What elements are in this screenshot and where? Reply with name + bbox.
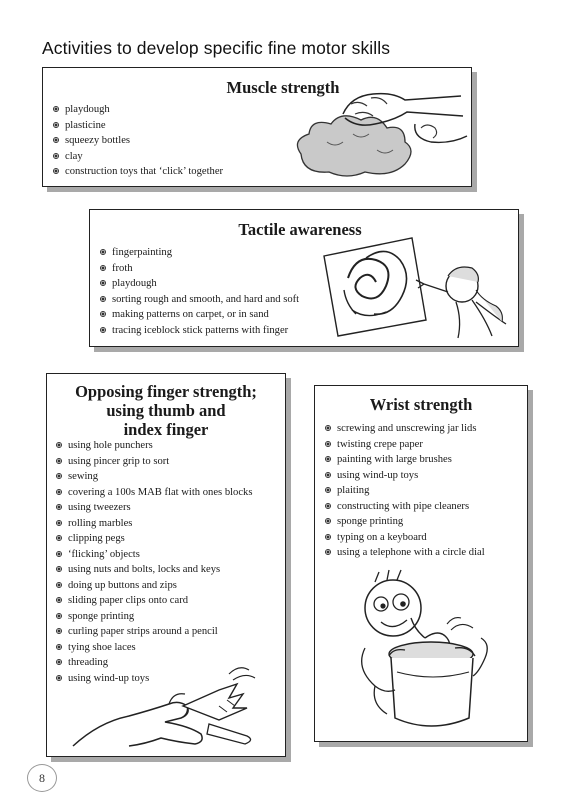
- opposing-finger-strength-list: [56, 438, 252, 686]
- list-item: using a telephone with a circle dial: [325, 545, 485, 561]
- list-item: using wind-up toys: [325, 468, 485, 484]
- page-number: 8: [27, 764, 57, 792]
- muscle-strength-box: [42, 67, 472, 187]
- list-item: froth: [100, 261, 299, 277]
- list-item: using nuts and bolts, locks and keys: [56, 562, 252, 578]
- list-item: construction toys that ‘click’ together: [53, 164, 223, 180]
- list-item: using tweezers: [56, 500, 252, 516]
- list-item: playdough: [100, 276, 299, 292]
- opposing-finger-strength-box: [46, 373, 286, 757]
- muscle-strength-heading: Muscle strength: [226, 78, 340, 97]
- list-item: sponge printing: [56, 609, 252, 625]
- list-item: clay: [53, 149, 223, 165]
- tactile-awareness-box: [89, 209, 519, 347]
- heading-line: index finger: [123, 420, 209, 439]
- page-title: Activities to develop specific fine motor skills: [42, 38, 391, 58]
- list-item: using wind-up toys: [56, 671, 252, 687]
- tactile-awareness-list: [100, 245, 299, 338]
- list-item: plaiting: [325, 483, 485, 499]
- list-item: fingerpainting: [100, 245, 299, 261]
- heading-line: using thumb and: [106, 401, 226, 420]
- heading-line: Opposing finger strength;: [75, 382, 257, 401]
- tactile-awareness-heading: Tactile awareness: [238, 220, 362, 239]
- opposing-finger-strength-heading: [47, 382, 285, 439]
- list-item: doing up buttons and zips: [56, 578, 252, 594]
- list-item: painting with large brushes: [325, 452, 485, 468]
- list-item: sewing: [56, 469, 252, 485]
- hand-with-wind-up-toy-illustration: [69, 660, 269, 750]
- list-item: plasticine: [53, 118, 223, 134]
- list-item: screwing and unscrewing jar lids: [325, 421, 485, 437]
- list-item: sliding paper clips onto card: [56, 593, 252, 609]
- list-item: rolling marbles: [56, 516, 252, 532]
- list-item: tracing iceblock stick patterns with finger: [100, 323, 299, 339]
- list-item: playdough: [53, 102, 223, 118]
- child-opening-jar-illustration: [335, 568, 507, 738]
- wrist-strength-list: [325, 421, 485, 561]
- wrist-strength-box: [314, 385, 528, 742]
- list-item: sorting rough and smooth, and hard and soft: [100, 292, 299, 308]
- list-item: typing on a keyboard: [325, 530, 485, 546]
- list-item: constructing with pipe cleaners: [325, 499, 485, 515]
- list-item: tying shoe laces: [56, 640, 252, 656]
- list-item: curling paper strips around a pencil: [56, 624, 252, 640]
- list-item: using hole punchers: [56, 438, 252, 454]
- muscle-strength-list: [53, 102, 223, 180]
- list-item: using pincer grip to sort: [56, 454, 252, 470]
- list-item: clipping pegs: [56, 531, 252, 547]
- child-fingerpainting-illustration: [316, 230, 518, 346]
- list-item: ‘flicking’ objects: [56, 547, 252, 563]
- list-item: squeezy bottles: [53, 133, 223, 149]
- wrist-strength-heading: Wrist strength: [369, 395, 473, 414]
- list-item: threading: [56, 655, 252, 671]
- list-item: sponge printing: [325, 514, 485, 530]
- list-item: twisting crepe paper: [325, 437, 485, 453]
- hand-squeezing-clay-illustration: [281, 74, 469, 182]
- list-item: making patterns on carpet, or in sand: [100, 307, 299, 323]
- list-item: covering a 100s MAB flat with ones blocks: [56, 485, 252, 501]
